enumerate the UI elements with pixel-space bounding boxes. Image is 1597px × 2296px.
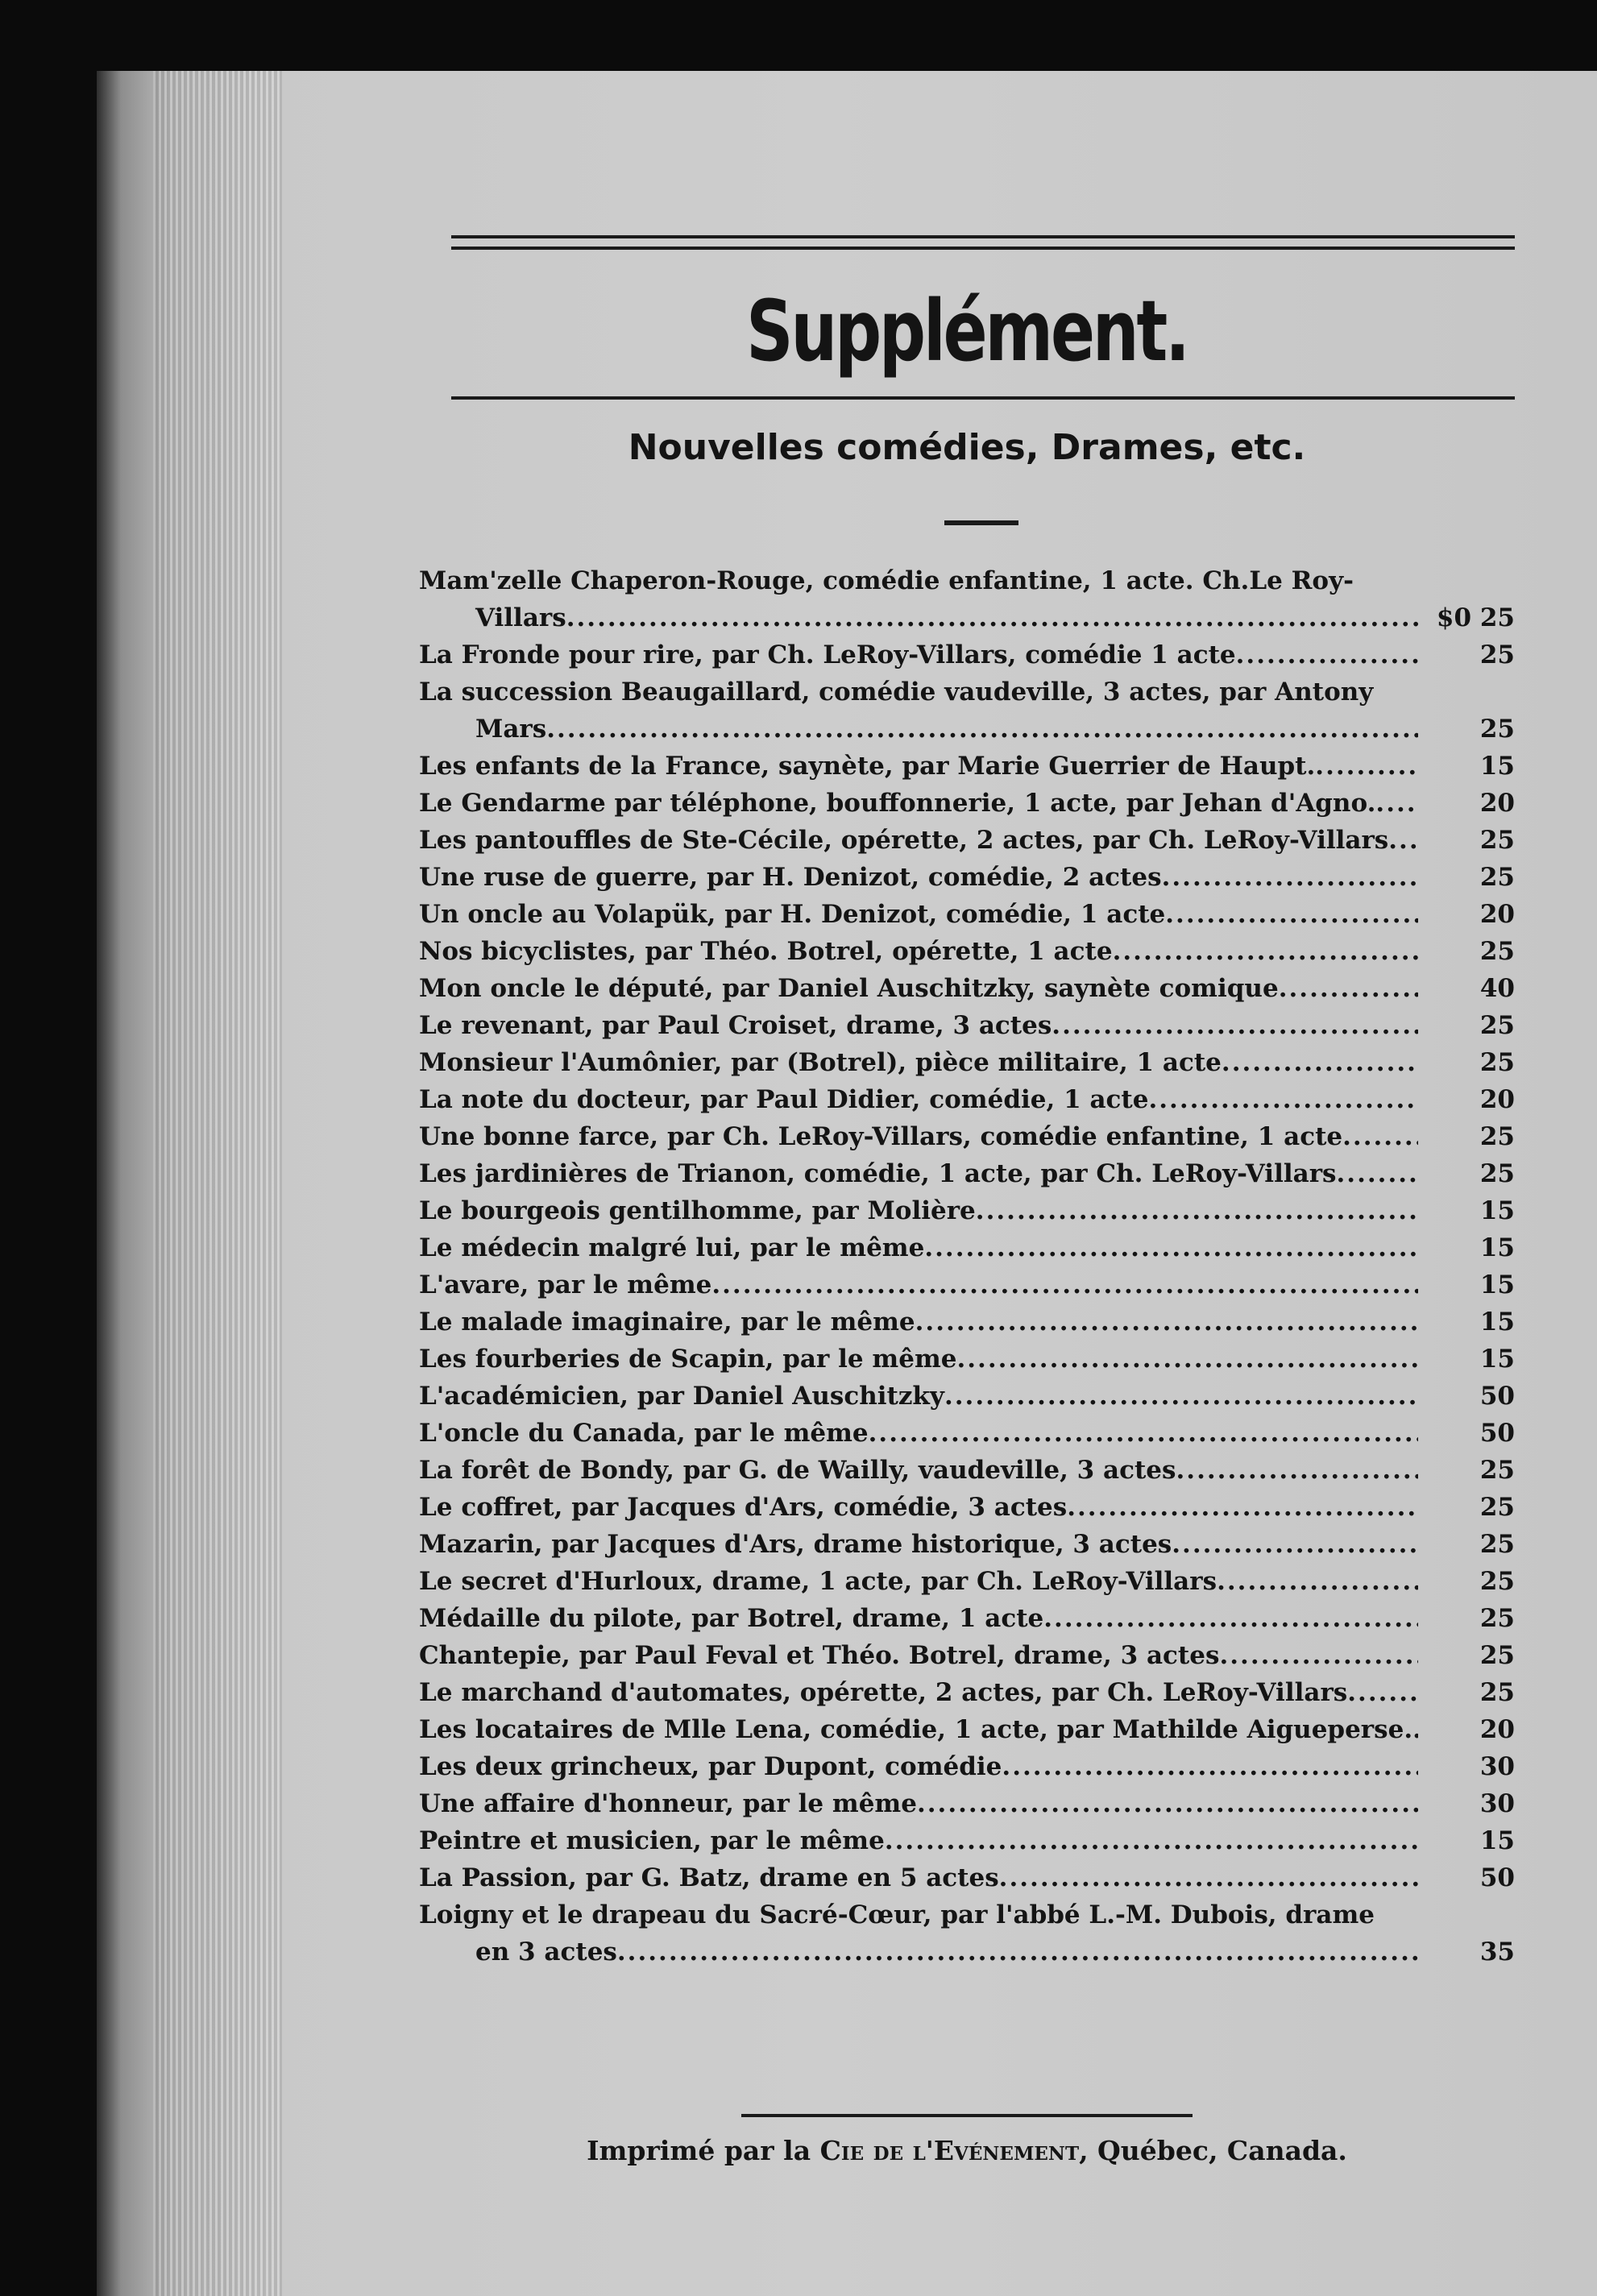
catalog-entry (419, 1637, 1515, 1674)
leader-dots (1347, 1674, 1418, 1711)
catalog-entry (419, 1229, 1515, 1266)
leader-dots (1148, 1081, 1418, 1118)
entry-title-line2: Mars (475, 715, 547, 744)
catalog-entry (419, 1711, 1515, 1748)
catalog-entry (419, 896, 1515, 933)
catalog-entry (419, 636, 1515, 673)
entry-title: L'académicien, par Daniel Auschitzky (419, 1382, 944, 1411)
leader-dots (1315, 748, 1418, 785)
entry-title: L'avare, par le même (419, 1270, 712, 1299)
entry-price: 30 (1479, 1789, 1515, 1818)
entry-title: Les enfants de la France, saynète, par Marie Guerrier de Haupt. (419, 752, 1316, 781)
entry-price: 25 (1479, 1011, 1515, 1040)
entry-price: 25 (1479, 1530, 1515, 1559)
leader-dots (1388, 822, 1418, 859)
catalog-entry (419, 1526, 1515, 1563)
entry-price: 20 (1479, 789, 1515, 818)
entry-title: Le malade imaginaire, par le même (419, 1308, 915, 1337)
entry-title: Le coffret, par Jacques d'Ars, comédie, 3 actes (419, 1493, 1068, 1522)
entry-title: Le marchand d'automates, opérette, 2 actes, par Ch. LeRoy-Villars (419, 1678, 1348, 1707)
entry-price: 25 (1479, 1122, 1515, 1151)
catalog-entry (419, 822, 1515, 859)
entry-title-line1: La succession Beaugaillard, comédie vaudeville, 3 actes, par Antony (419, 678, 1374, 707)
entry-price: 25 (1479, 1159, 1515, 1188)
catalog-entry (419, 673, 1515, 748)
catalog-entry (419, 933, 1515, 970)
entry-price: 25 (1479, 1493, 1515, 1522)
entry-price: 20 (1479, 1085, 1515, 1114)
catalog-entry (419, 785, 1515, 822)
entry-price: 15 (1479, 1270, 1515, 1299)
entry-price: 25 (1479, 1456, 1515, 1485)
leader-dots (1162, 859, 1418, 896)
imprint-publisher: Cie de l'Evénement (819, 2135, 1080, 2166)
page-edge-stack (153, 71, 282, 2296)
catalog-entry (419, 1007, 1515, 1044)
leader-dots (944, 1378, 1418, 1415)
catalog-entry (419, 1303, 1515, 1341)
leader-dots (917, 1785, 1418, 1822)
entry-price: 25 (1479, 1678, 1515, 1707)
leader-dots (1002, 1748, 1418, 1785)
catalog-entry (419, 970, 1515, 1007)
entry-price: 50 (1479, 1863, 1515, 1892)
leader-dots (915, 1303, 1418, 1341)
catalog-entry (419, 748, 1515, 785)
entry-price: 20 (1479, 900, 1515, 929)
entry-price: 50 (1479, 1382, 1515, 1411)
entry-title: Les pantouffles de Ste-Cécile, opérette, 2 actes, par Ch. LeRoy-Villars (419, 826, 1389, 855)
catalog-entry (419, 1600, 1515, 1637)
entry-title: Le bourgeois gentilhomme, par Molière (419, 1196, 976, 1225)
catalog-entry (419, 1081, 1515, 1118)
leader-dots (869, 1415, 1418, 1452)
entry-title-line1: Mam'zelle Chaperon-Rouge, comédie enfantine, 1 acte. Ch.Le Roy- (419, 566, 1354, 595)
catalog-entry (419, 1044, 1515, 1081)
catalog-entry (419, 1489, 1515, 1526)
imprint-suffix: , Québec, Canada. (1079, 2135, 1347, 2166)
entry-title: Les fourberies de Scapin, par le même (419, 1345, 957, 1374)
leader-dots (1067, 1489, 1418, 1526)
catalog-entry (419, 859, 1515, 896)
entry-price: 25 (1479, 1567, 1515, 1596)
leader-dots (1222, 1044, 1418, 1081)
entry-title: Les locataires de Mlle Lena, comédie, 1 acte, par Mathilde Aigueperse. (419, 1715, 1413, 1744)
leader-dots (1342, 1118, 1418, 1155)
catalog-entry (419, 1822, 1515, 1859)
entry-price: 35 (1479, 1938, 1515, 1967)
leader-dots (1172, 1526, 1418, 1563)
leader-dots (1043, 1600, 1418, 1637)
entry-title: Une affaire d'honneur, par le même (419, 1789, 917, 1818)
catalog-entry (419, 1896, 1515, 1971)
leader-dots (617, 1933, 1418, 1971)
imprint-footer (419, 2135, 1515, 2166)
entry-price: 20 (1479, 1715, 1515, 1744)
entry-price: 25 (1479, 1641, 1515, 1670)
section-subtitle: Nouvelles comédies, Drames, etc. (628, 427, 1306, 468)
top-rule-lower (451, 247, 1515, 250)
entry-price: 25 (1479, 937, 1515, 966)
entry-title: Mon oncle le député, par Daniel Auschitzky, saynète comique (419, 974, 1279, 1003)
catalog-entry (419, 1192, 1515, 1229)
catalog-entry (419, 1785, 1515, 1822)
leader-dots (1113, 933, 1418, 970)
entry-title: Le médecin malgré lui, par le même (419, 1233, 925, 1262)
entry-title: La Fronde pour rire, par Ch. LeRoy-Villars, comédie 1 acte (419, 640, 1236, 669)
entry-title: Le secret d'Hurloux, drame, 1 acte, par Ch. LeRoy-Villars (419, 1567, 1217, 1596)
entry-price: 15 (1479, 752, 1515, 781)
leader-dots (1165, 896, 1418, 933)
catalog-entry (419, 1452, 1515, 1489)
leader-dots (1279, 970, 1418, 1007)
page-title: Supplément. (746, 282, 1188, 380)
catalog-entry (419, 1415, 1515, 1452)
leader-dots (711, 1266, 1418, 1303)
entry-price: 15 (1479, 1308, 1515, 1337)
entry-title: Chantepie, par Paul Feval et Théo. Botrel, drame, 3 actes (419, 1641, 1220, 1670)
entry-title: La note du docteur, par Paul Didier, comédie, 1 acte (419, 1085, 1149, 1114)
leader-dots (1219, 1637, 1418, 1674)
entry-title: Le Gendarme par téléphone, bouffonnerie, 1 acte, par Jehan d'Agno. (419, 789, 1376, 818)
entry-price: 25 (1479, 863, 1515, 892)
entry-price: 15 (1479, 1826, 1515, 1855)
entry-title-line2: Villars (475, 603, 566, 632)
leader-dots (1375, 785, 1418, 822)
entry-title: La forêt de Bondy, par G. de Wailly, vaudeville, 3 actes (419, 1456, 1176, 1485)
catalog-entry (419, 1378, 1515, 1415)
entry-price: 25 (1479, 826, 1515, 855)
entry-title-line2: en 3 actes (475, 1938, 617, 1967)
entry-price: 25 (1479, 1048, 1515, 1077)
entry-title-line1: Loigny et le drapeau du Sacré-Cœur, par l'abbé L.-M. Dubois, drame (419, 1900, 1375, 1929)
leader-dots (1337, 1155, 1419, 1192)
leader-dots (924, 1229, 1418, 1266)
document-content (419, 226, 1515, 2207)
catalog-entry (419, 562, 1515, 636)
entry-price: 15 (1479, 1345, 1515, 1374)
catalog-entry (419, 1563, 1515, 1600)
entry-title: Monsieur l'Aumônier, par (Botrel), pièce militaire, 1 acte (419, 1048, 1222, 1077)
entry-title: Mazarin, par Jacques d'Ars, drame historique, 3 actes (419, 1530, 1172, 1559)
leader-dots (976, 1192, 1418, 1229)
title-rule (451, 396, 1515, 400)
footer-rule (741, 2114, 1193, 2117)
top-rule-upper (451, 235, 1515, 238)
entry-title: Les jardinières de Trianon, comédie, 1 acte, par Ch. LeRoy-Villars (419, 1159, 1337, 1188)
entry-title: Peintre et musicien, par le même (419, 1826, 885, 1855)
entry-title: Médaille du pilote, par Botrel, drame, 1 acte (419, 1604, 1044, 1633)
leader-dots (999, 1859, 1418, 1896)
catalog-entry (419, 1155, 1515, 1192)
leader-dots (1412, 1711, 1418, 1748)
catalog-entry (419, 1118, 1515, 1155)
entry-title: Nos bicyclistes, par Théo. Botrel, opérette, 1 acte (419, 937, 1113, 966)
catalog-list (419, 562, 1515, 1971)
leader-dots (1176, 1452, 1418, 1489)
entry-price: $0 25 (1436, 603, 1515, 632)
entry-title: L'oncle du Canada, par le même (419, 1419, 869, 1448)
catalog-entry (419, 1341, 1515, 1378)
entry-price: 15 (1479, 1196, 1515, 1225)
catalog-entry (419, 1748, 1515, 1785)
leader-dots (956, 1341, 1418, 1378)
catalog-entry (419, 1859, 1515, 1896)
entry-title: La Passion, par G. Batz, drame en 5 actes (419, 1863, 999, 1892)
entry-title: Les deux grincheux, par Dupont, comédie (419, 1752, 1002, 1781)
leader-dots (885, 1822, 1418, 1859)
leader-dots (1236, 636, 1418, 673)
catalog-entry (419, 1674, 1515, 1711)
entry-title: Une bonne farce, par Ch. LeRoy-Villars, comédie enfantine, 1 acte (419, 1122, 1343, 1151)
entry-title: Un oncle au Volapük, par H. Denizot, comédie, 1 acte (419, 900, 1166, 929)
entry-price: 15 (1479, 1233, 1515, 1262)
entry-price: 25 (1479, 715, 1515, 744)
entry-title: Une ruse de guerre, par H. Denizot, comédie, 2 actes (419, 863, 1162, 892)
leader-dots (1217, 1563, 1418, 1600)
entry-price: 25 (1479, 640, 1515, 669)
subtitle-rule (944, 520, 1018, 525)
entry-title: Le revenant, par Paul Croiset, drame, 3 actes (419, 1011, 1052, 1040)
catalog-entry (419, 1266, 1515, 1303)
leader-dots (546, 711, 1418, 748)
leader-dots (1052, 1007, 1418, 1044)
leader-dots (566, 599, 1418, 636)
imprint-prefix: Imprimé par la (587, 2135, 820, 2166)
entry-price: 40 (1479, 974, 1515, 1003)
entry-price: 30 (1479, 1752, 1515, 1781)
entry-price: 25 (1479, 1604, 1515, 1633)
entry-price: 50 (1479, 1419, 1515, 1448)
